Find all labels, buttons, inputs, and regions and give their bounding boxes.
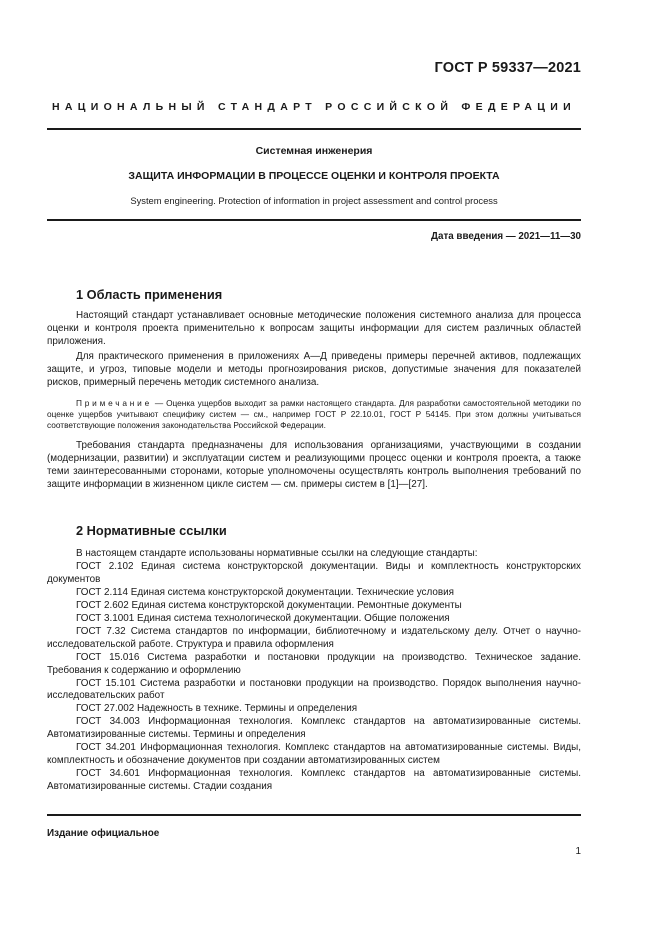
national-standard-banner: НАЦИОНАЛЬНЫЙ СТАНДАРТ РОССИЙСКОЙ ФЕДЕРАЦИИ — [52, 101, 576, 113]
reference-item: ГОСТ 15.016 Система разработки и постановки продукции на производство. Техническое задание. Требования к содержанию и оформлению — [47, 651, 581, 676]
section-1-heading: 1 Область применения — [76, 287, 223, 302]
subtitle-ru: Системная инженерия — [255, 145, 373, 157]
header-divider — [47, 128, 581, 130]
normative-references-list — [47, 548, 581, 794]
effective-date: Дата введения — 2021—11—30 — [431, 231, 581, 242]
reference-item: ГОСТ 34.003 Информационная технология. Комплекс стандартов на автоматизированные системы. Автоматизированные системы. Термины и определения — [47, 716, 581, 741]
paragraph: Требования стандарта предназначены для использования организациями, участвующими в создании (модернизации, развитии) и эксплуатации систем и реализующими процесс оценки и контроля проекта, а также теми заинтересованными сторонами, которые уполномочены осуществлять контроль выполнения требований по защите информации в жизненном цикле систем — см. примеры систем в [1]—[27]. — [47, 440, 581, 490]
note-block — [47, 398, 581, 432]
paragraph: Настоящий стандарт устанавливает основные методические положения системного анализа для процесса оценки и контроля проекта применительно к вопросам защиты информации для систем различных областей приложения. — [47, 310, 581, 347]
title-en: System engineering. Protection of information in project assessment and control process — [130, 195, 498, 206]
paragraph: Для практического применения в приложениях А—Д приведены примеры перечней активов, подлежащих защите, и угроз, типовые модели и методы прогнозирования рисков, допустимые значения для показателей рисков, примерный перечень методик системного анализа. — [47, 350, 581, 388]
section-1-body — [47, 310, 581, 390]
section-2-heading: 2 Нормативные ссылки — [76, 523, 227, 538]
reference-item: ГОСТ 2.602 Единая система конструкторской документации. Ремонтные документы — [76, 599, 462, 611]
note — [47, 398, 581, 432]
note-text: — Оценка ущербов выходит за рамки настоящего стандарта. Для разработки самостоятельной методики по оценке ущербов учитывают специфику систем — см., например ГОСТ Р 22.10.01, ГОСТ Р 54145. При этом должны учитываться соответствующие положения законодательства Российской Федерации. — [47, 398, 581, 431]
reference-item: ГОСТ 2.114 Единая система конструкторской документации. Технические условия — [76, 586, 454, 598]
reference-item: ГОСТ 2.102 Единая система конструкторской документации. Виды и комплектность конструкторских документов — [47, 560, 581, 585]
note-label: Примечание — [76, 398, 153, 408]
gost-number: ГОСТ Р 59337—2021 — [434, 60, 581, 76]
official-edition-label: Издание официальное — [47, 828, 160, 839]
title-ru: ЗАЩИТА ИНФОРМАЦИИ В ПРОЦЕССЕ ОЦЕНКИ И КОНТРОЛЯ ПРОЕКТА — [128, 170, 500, 182]
reference-item: ГОСТ 15.101 Система разработки и постановки продукции на производство. Порядок выполнения научно-исследовательских работ — [47, 677, 581, 702]
reference-item: ГОСТ 7.32 Система стандартов по информации, библиотечному и издательскому делу. Отчет о научно-исследовательской работе. Структура и правила оформления — [47, 625, 581, 650]
reference-item: ГОСТ 3.1001 Единая система технологической документации. Общие положения — [76, 612, 450, 624]
footer-divider — [47, 814, 581, 816]
title-divider — [47, 219, 581, 221]
reference-item: ГОСТ 34.601 Информационная технология. Комплекс стандартов на автоматизированные системы. Автоматизированные системы. Стадии создания — [47, 768, 581, 793]
reference-item: ГОСТ 27.002 Надежность в технике. Термины и определения — [76, 703, 358, 715]
references-intro: В настоящем стандарте использованы нормативные ссылки на следующие стандарты: — [76, 548, 478, 559]
reference-item: ГОСТ 34.201 Информационная технология. Комплекс стандартов на автоматизированные системы. Виды, комплектность и обозначение документов при создании автоматизированных систем — [47, 742, 581, 767]
section-1-body-continued — [47, 440, 581, 492]
page-number: 1 — [575, 846, 581, 857]
